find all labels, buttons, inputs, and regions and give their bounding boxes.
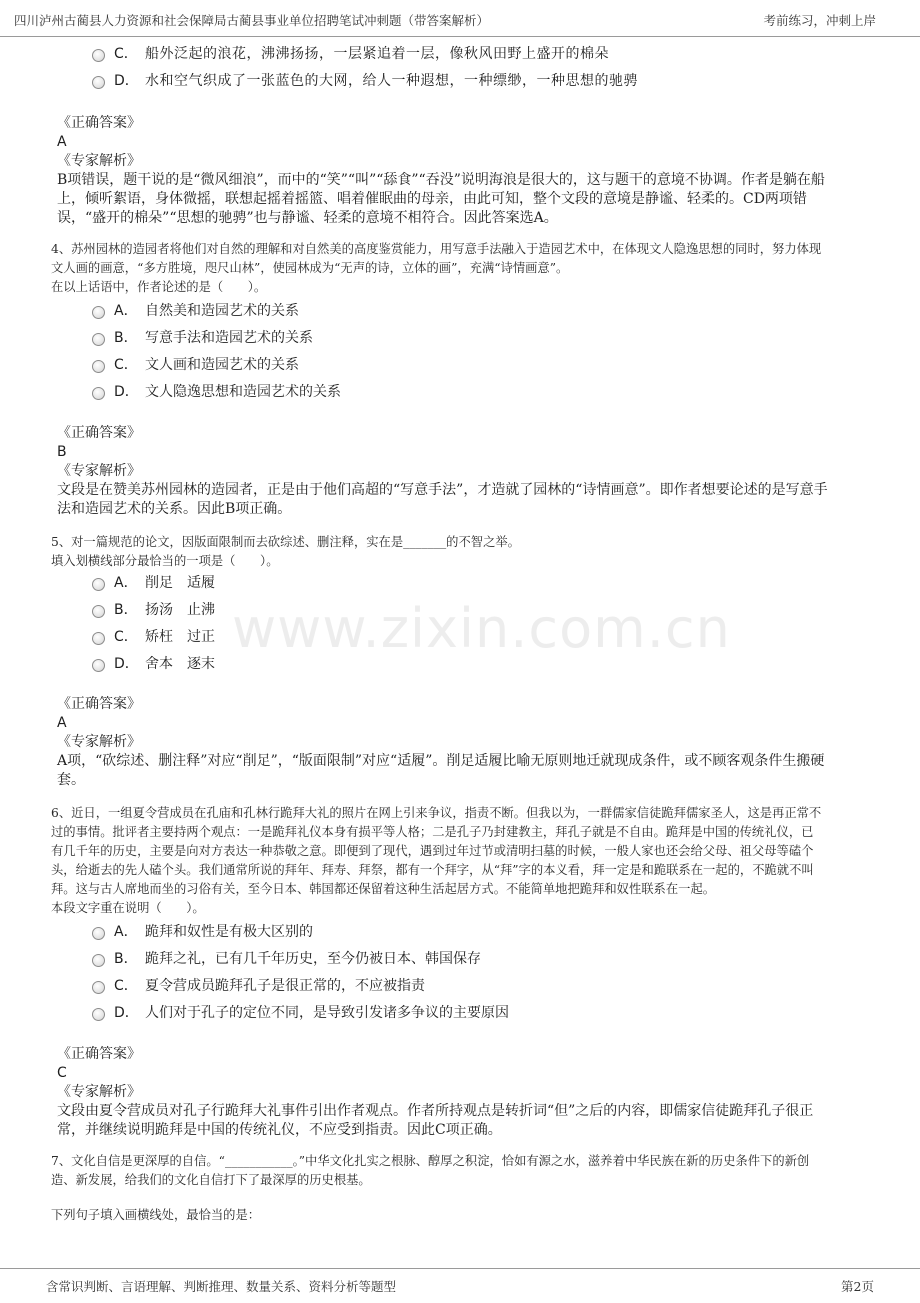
stem-line: 拜。这与古人席地而坐的习俗有关，至今日本、韩国都还保留着这种生活起居方式。不能简单地把跪拜和奴性联系在一起。: [51, 882, 716, 896]
stem-line: 6、近日，一组夏令营成员在孔庙和孔林行跪拜大礼的照片在网上引来争议，指责不断。但我以为，一群儒家信徒跪拜儒家圣人，这是再正常不: [51, 806, 822, 820]
radio-icon[interactable]: [92, 981, 105, 994]
q4-analysis: [57, 481, 867, 519]
option-text: 舍本 逐末: [145, 656, 215, 672]
option-letter: B．: [114, 951, 138, 967]
option-letter: D．: [114, 73, 139, 89]
document-title: 四川泸州古蔺县人力资源和社会保障局古蔺县事业单位招聘笔试冲刺题（带答案解析）: [14, 13, 490, 28]
stem-line: 在以上话语中，作者论述的是（ ）。: [51, 280, 267, 294]
q7-prompt: 下列句子填入画横线处，最恰当的是：: [51, 1208, 261, 1222]
radio-icon[interactable]: [92, 1008, 105, 1021]
page-header: [0, 0, 920, 37]
radio-icon[interactable]: [92, 360, 105, 373]
option-letter: B．: [114, 330, 138, 346]
option-letter: A．: [114, 575, 138, 591]
option-text: 文人画和造园艺术的关系: [145, 357, 299, 373]
stem-line: 7、文化自信是更深厚的自信。“___________。”中华文化扎实之根脉、醇厚之积淀，恰如有源之水，滋养着中华民族在新的历史条件下的新创: [51, 1154, 810, 1168]
option-text: 夏令营成员跪拜孔子是很正常的，不应被指责: [145, 978, 425, 994]
analysis-line: 文段是在赞美苏州园林的造园者，正是由于他们高超的“写意手法”，才造就了园林的“诗情画意”。即作者想要论述的是写意手: [57, 482, 828, 498]
q4-answer: B: [57, 444, 67, 460]
option-text: 写意手法和造园艺术的关系: [145, 330, 313, 346]
q6-stem: [51, 804, 869, 918]
analysis-line: 法和造园艺术的关系。因此B项正确。: [57, 501, 292, 517]
q6-answer: C: [57, 1065, 67, 1081]
q3-analysis-label: 《专家解析》: [57, 153, 141, 169]
stem-line: 4、苏州园林的造园者将他们对自然的理解和对自然美的高度鉴赏能力，用写意手法融入于造园艺术中，在体现文人隐逸思想的同时，努力体现: [51, 242, 822, 256]
radio-icon[interactable]: [92, 49, 105, 62]
option-text: 扬汤 止沸: [145, 602, 215, 618]
option-letter: D．: [114, 384, 139, 400]
footer-topics: 含常识判断、言语理解、判断推理、数量关系、资料分析等题型: [46, 1279, 397, 1294]
analysis-line: 上，倾听絮语，身体微摇，联想起摇着摇篮、唱着催眠曲的母亲，由此可知，整个文段的意境是静谧、轻柔的。CD两项错: [57, 191, 807, 207]
q5-answer: A: [57, 715, 67, 731]
radio-icon[interactable]: [92, 578, 105, 591]
q6-analysis: [57, 1102, 867, 1140]
page-number: 第2页: [841, 1279, 874, 1294]
analysis-line: A项，“砍综述、删注释”对应“削足”，“版面限制”对应“适履”。削足适履比喻无原则地迁就现成条件，或不顾客观条件生搬硬: [57, 753, 825, 769]
radio-icon[interactable]: [92, 306, 105, 319]
q5-analysis-label: 《专家解析》: [57, 734, 141, 750]
page-footer: [0, 1268, 920, 1303]
q5-answer-label: 《正确答案》: [57, 696, 141, 712]
option-text: 跪拜之礼，已有几千年历史，至今仍被日本、韩国保存: [145, 951, 481, 967]
option-text: 削足 适履: [145, 575, 215, 591]
stem-line: 造、新发展，给我们的文化自信打下了最深厚的历史根基。: [51, 1173, 371, 1187]
radio-icon[interactable]: [92, 632, 105, 645]
stem-line: 5、对一篇规范的论文，因版面限制而去砍综述、删注释，实在是_______的不智之举。: [51, 535, 520, 549]
q4-stem: [51, 240, 869, 297]
q3-analysis: [57, 171, 867, 228]
q7-stem: [51, 1152, 869, 1190]
radio-icon[interactable]: [92, 76, 105, 89]
option-text: 文人隐逸思想和造园艺术的关系: [145, 384, 341, 400]
q6-analysis-label: 《专家解析》: [57, 1084, 141, 1100]
option-letter: D．: [114, 1005, 139, 1021]
option-letter: B．: [114, 602, 138, 618]
analysis-line: 套。: [57, 772, 85, 788]
analysis-line: B项错误，题干说的是“微风细浪”，而中的“笑”“叫”“舔食”“吞没”说明海浪是很大的，这与题干的意境不协调。作者是躺在船: [57, 172, 825, 188]
stem-line: 本段文字重在说明（ ）。: [51, 901, 205, 915]
option-letter: A．: [114, 924, 138, 940]
radio-icon[interactable]: [92, 605, 105, 618]
option-text: 自然美和造园艺术的关系: [145, 303, 299, 319]
radio-icon[interactable]: [92, 927, 105, 940]
analysis-line: 常，并继续说明跪拜是中国的传统礼仪，不应受到指责。因此C项正确。: [57, 1122, 502, 1138]
option-letter: A．: [114, 303, 138, 319]
option-letter: C．: [114, 978, 138, 994]
stem-line: 有几千年的历史，主要是向对方表达一种恭敬之意。即便到了现代，遇到过年过节或清明扫墓的时候，一般人家也还会给父母、祖父母等磕个: [51, 844, 814, 858]
option-text: 跪拜和奴性是有极大区别的: [145, 924, 313, 940]
radio-icon[interactable]: [92, 387, 105, 400]
option-letter: C．: [114, 46, 138, 62]
option-text: 矫枉 过正: [145, 629, 215, 645]
q3-answer: A: [57, 134, 67, 150]
watermark: www.zixin.com.cn: [232, 597, 731, 660]
option-letter: D．: [114, 656, 139, 672]
option-text: 人们对于孔子的定位不同，是导致引发诸多争议的主要原因: [145, 1005, 509, 1021]
analysis-line: 文段由夏令营成员对孔子行跪拜大礼事件引出作者观点。作者所持观点是转折词“但”之后的内容，即儒家信徒跪拜孔子很正: [57, 1103, 814, 1119]
header-tagline: 考前练习，冲刺上岸: [763, 13, 876, 28]
q4-answer-label: 《正确答案》: [57, 425, 141, 441]
analysis-line: 误，“盛开的棉朵”“思想的驰骋”也与静谧、轻柔的意境不相符合。因此答案选A。: [57, 210, 558, 226]
radio-icon[interactable]: [92, 333, 105, 346]
q6-answer-label: 《正确答案》: [57, 1046, 141, 1062]
stem-line: 填入划横线部分最恰当的一项是（ ）。: [51, 554, 279, 568]
stem-line: 头，给逝去的先人磕个头。我们通常所说的拜年、拜寿、拜祭，都有一个拜字，从“拜”字的本义看，拜一定是和跪联系在一起的，不跪就不叫: [51, 863, 814, 877]
q5-analysis: [57, 752, 867, 790]
stem-line: 文人画的画意，“多方胜境，咫尺山林”，使园林成为“无声的诗，立体的画”，充满“诗情画意”。: [51, 261, 569, 275]
option-text: 水和空气织成了一张蓝色的大网，给人一种遐想，一种缥缈，一种思想的驰骋: [145, 73, 638, 89]
q4-analysis-label: 《专家解析》: [57, 463, 141, 479]
radio-icon[interactable]: [92, 954, 105, 967]
option-text: 船外泛起的浪花，沸沸扬扬，一层紧追着一层，像秋风田野上盛开的棉朵: [145, 46, 609, 62]
stem-line: 过的事情。批评者主要持两个观点：一是跪拜礼仪本身有损平等人格；二是孔子乃封建教主，拜孔子就是不自由。跪拜是中国的传统礼仪，已: [51, 825, 814, 839]
radio-icon[interactable]: [92, 659, 105, 672]
q5-stem: [51, 533, 869, 571]
option-letter: C．: [114, 629, 138, 645]
option-letter: C．: [114, 357, 138, 373]
q3-answer-label: 《正确答案》: [57, 115, 141, 131]
